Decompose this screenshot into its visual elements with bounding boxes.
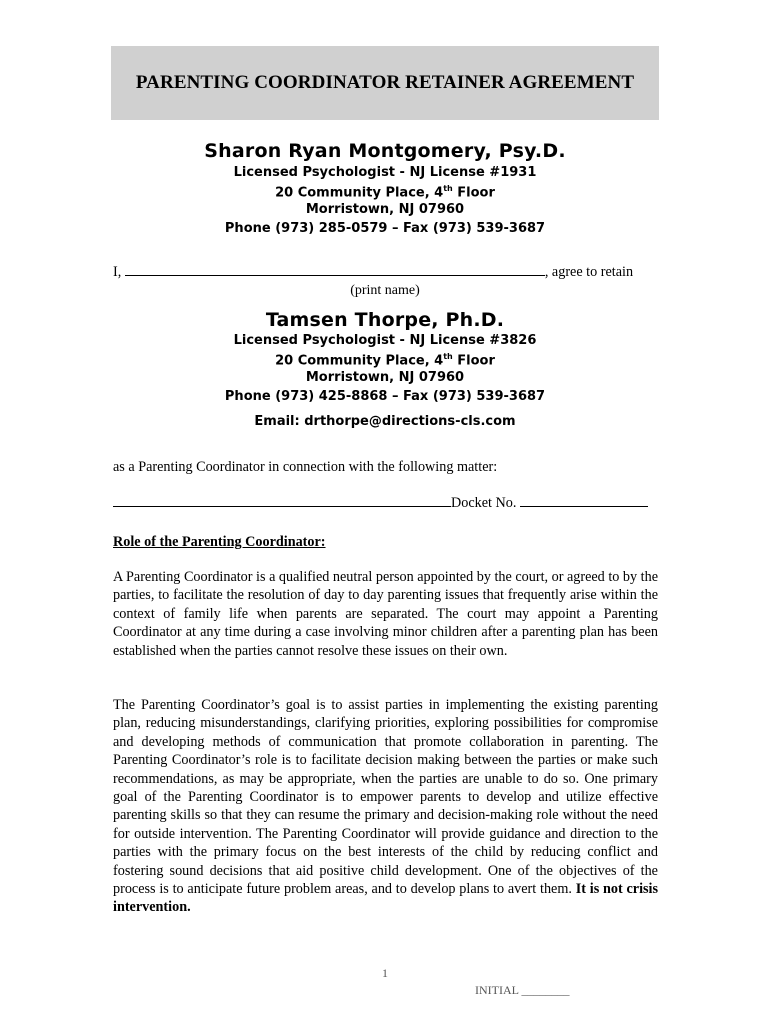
title-banner	[111, 46, 659, 120]
matter-intro: as a Parenting Coordinator in connection with the following matter:	[113, 459, 498, 475]
role-paragraph-1: A Parenting Coordinator is a qualified neutral person appointed by the court, or agreed to by the parties, to facilitate the resolution of day to day parenting issues that frequently arise within the context of family life when parents are separated. The court may appoint a Parenting Coordinator at any time during a case involving minor children after a parenting plan has been established when the parties cannot resolve these issues on their own.	[113, 569, 658, 659]
psychologist-name: Sharon Ryan Montgomery, Psy.D.	[204, 140, 566, 162]
print-name-label: (print name)	[350, 283, 420, 298]
psychologist-address: 20 Community Place, 4th Floor	[275, 184, 495, 201]
coordinator-address: 20 Community Place, 4th Floor	[275, 352, 495, 369]
psychologist-phone: Phone (973) 285-0579 – Fax (973) 539-3687	[224, 221, 546, 236]
docket-number-field[interactable]	[520, 494, 648, 507]
role-heading: Role of the Parenting Coordinator:	[113, 534, 326, 550]
psychologist-city: Morristown, NJ 07960	[305, 202, 465, 217]
document-title: PARENTING COORDINATOR RETAINER AGREEMENT	[135, 72, 635, 93]
retain-line: I, , agree to retain	[113, 264, 634, 280]
coordinator-city: Morristown, NJ 07960	[305, 370, 465, 385]
matter-name-field[interactable]	[113, 494, 451, 507]
coordinator-email: Email: drthorpe@directions-cls.com	[254, 414, 516, 429]
print-name-field[interactable]	[125, 263, 545, 276]
role-paragraph-2: The Parenting Coordinator’s goal is to assist parties in implementing the existing parenting plan, reducing misunderstandings, clarifying priorities, exploring possibilities for compromise and developing methods of communication that promote collaboration in parenting. The Parenting Coordinator’s role is to facilitate decision making between the parties or make such recommendations, as may be appropriate, when the parties are unable to do so. One primary goal of the Parenting Coordinator is to empower parents to develop and utilize effective parenting skills so that they can resume the primary and decision-making role without the need for outside intervention. The Parenting Coordinator will provide guidance and direction to the parties with the primary focus on the best interests of the child by reducing conflict and fostering sound decisions that aid positive child development. One of the objectives of the process is to anticipate future problem areas, and to develop plans to avert them. It is not crisis intervention.	[113, 697, 659, 916]
docket-line: Docket No.	[113, 494, 658, 512]
psychologist-license: Licensed Psychologist - NJ License #1931	[233, 165, 537, 180]
coordinator-phone: Phone (973) 425-8868 – Fax (973) 539-3687	[224, 389, 546, 404]
coordinator-name: Tamsen Thorpe, Ph.D.	[265, 309, 505, 331]
initial-field[interactable]: INITIAL ________	[475, 983, 570, 997]
coordinator-license: Licensed Psychologist - NJ License #3826	[233, 333, 537, 348]
page-number: 1	[382, 966, 388, 980]
